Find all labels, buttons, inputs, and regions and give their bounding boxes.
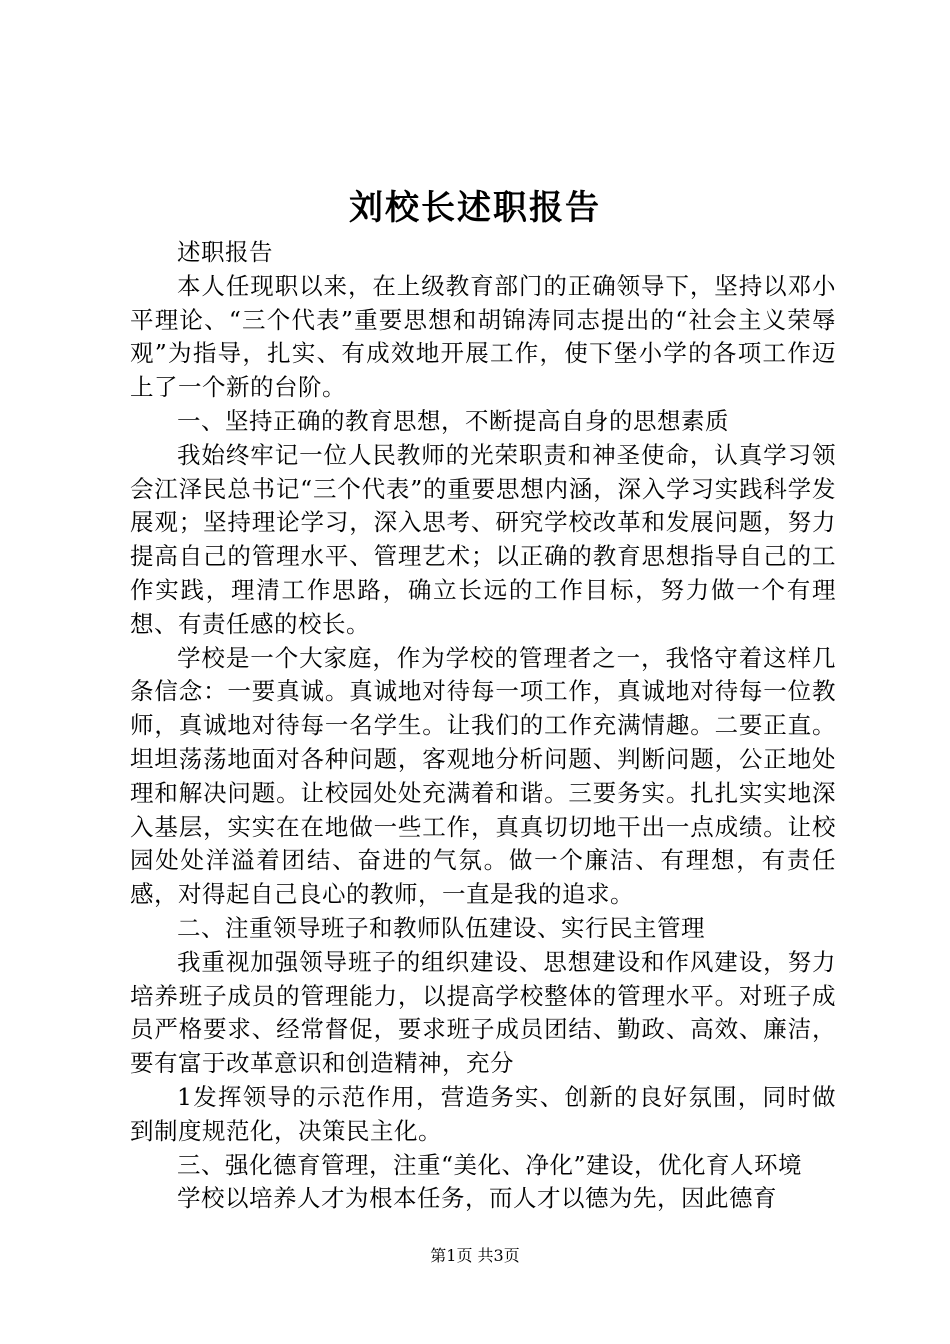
paragraph: 本人任现职以来，在上级教育部门的正确领导下，坚持以邓小平理论、“三个代表”重要思想和胡锦涛同志提出的“社会主义荣辱观”为指导，扎实、有成效地开展工作，使下堡小学的各项工作迈上了一个新的台阶。 [130, 271, 836, 402]
paragraph: 学校是一个大家庭，作为学校的管理者之一，我恪守着这样几条信念：一要真诚。真诚地对待每一项工作，真诚地对待每一位教师，真诚地对待每一名学生。让我们的工作充满情趣。二要正直。坦坦荡荡地面对各种问题，客观地分析问题、判断问题，公正地处理和解决问题。让校园处处充满着和谐。三要务实。扎扎实实地深入基层，实实在在地做一些工作，真真切切地干出一点成绩。让校园处处洋溢着团结、奋进的气氛。做一个廉洁、有理想，有责任感，对得起自己良心的教师，一直是我的追求。 [130, 643, 836, 909]
document-body [130, 236, 836, 1216]
document-title: 刘校长述职报告 [349, 188, 601, 228]
page-footer: 第1页 共3页 [430, 1246, 520, 1265]
section-heading: 一、坚持正确的教育思想，不断提高自身的思想素质 [177, 406, 729, 435]
section-heading: 三、强化德育管理，注重“美化、净化”建设，优化育人环境 [177, 1150, 803, 1179]
paragraph: 1发挥领导的示范作用，营造务实、创新的良好氛围，同时做到制度规范化，决策民主化。 [130, 1082, 836, 1145]
paragraph: 学校以培养人才为根本任务，而人才以德为先，因此德育 [177, 1184, 777, 1213]
section-heading: 二、注重领导班子和教师队伍建设、实行民主管理 [177, 913, 705, 942]
paragraph: 述职报告 [177, 238, 273, 266]
paragraph: 我重视加强领导班子的组织建设、思想建设和作风建设，努力培养班子成员的管理能力，以提高学校整体的管理水平。对班子成员严格要求、经常督促，要求班子成员团结、勤政、高效、廉洁，要有富于改革意识和创造精神，充分 [130, 947, 836, 1078]
paragraph: 我始终牢记一位人民教师的光荣职责和神圣使命，认真学习领会江泽民总书记“三个代表”的重要思想内涵，深入学习实践科学发展观；坚持理论学习，深入思考、研究学校改革和发展问题，努力提高自己的管理水平、管理艺术；以正确的教育思想指导自己的工作实践，理清工作思路，确立长远的工作目标，努力做一个有理想、有责任感的校长。 [130, 440, 836, 638]
